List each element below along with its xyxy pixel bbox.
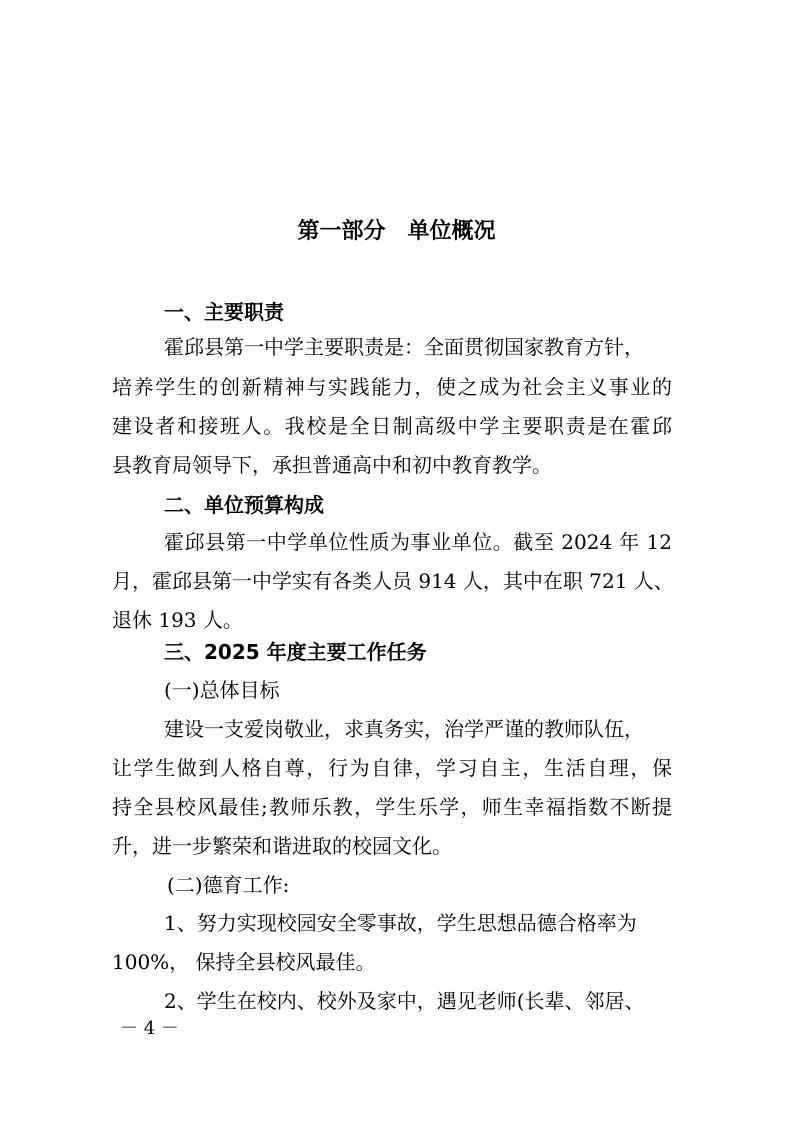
page-number: － 4 － <box>120 1018 179 1039</box>
paragraph-line: 2、学生在校内、校外及家中，遇见老师(长辈、邻居、 <box>164 989 645 1013</box>
paragraph-line: 霍邱县第一中学主要职责是：全面贯彻国家教育方针， <box>164 335 644 359</box>
paragraph-line: 让学生做到人格自尊，行为自律，学习自主，生活自理，保 <box>112 756 672 780</box>
paragraph-line: 持全县校风最佳;教师乐教，学生乐学，师生幸福指数不断提 <box>112 795 672 819</box>
paragraph-line: 100%， 保持全县校风最佳。 <box>112 950 376 974</box>
paragraph-line: 建设一支爱岗敬业，求真务实，治学严谨的教师队伍， <box>164 717 644 741</box>
section-heading: 三、2025 年度主要工作任务 <box>164 640 427 664</box>
page-title: 第一部分 单位概况 <box>297 219 496 244</box>
section-heading: 一、主要职责 <box>164 300 284 324</box>
paragraph-line: 霍邱县第一中学单位性质为事业单位。截至 2024 年 12 <box>164 530 672 554</box>
subsection-heading: (二)德育工作: <box>167 873 290 897</box>
paragraph-line: 升，进一步繁荣和谐进取的校园文化。 <box>112 834 452 858</box>
subsection-heading: (一)总体目标 <box>164 678 280 702</box>
paragraph-line: 建设者和接班人。我校是全日制高级中学主要职责是在霍邱 <box>112 414 672 438</box>
section-heading: 二、单位预算构成 <box>164 493 324 517</box>
paragraph-line: 退休 193 人。 <box>112 608 243 632</box>
paragraph-line: 县教育局领导下，承担普通高中和初中教育教学。 <box>112 453 552 477</box>
paragraph-line: 1、努力实现校园安全零事故，学生思想品德合格率为 <box>164 911 637 935</box>
paragraph-line: 培养学生的创新精神与实践能力，使之成为社会主义事业的 <box>112 375 672 399</box>
paragraph-line: 月，霍邱县第一中学实有各类人员 914 人，其中在职 721 人、 <box>112 569 674 593</box>
